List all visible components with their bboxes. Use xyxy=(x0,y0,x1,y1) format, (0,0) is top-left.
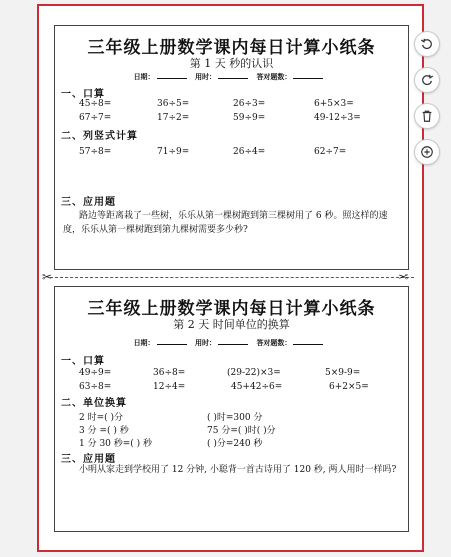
worksheet-title: 三年级上册数学课内每日计算小纸条 xyxy=(87,38,376,58)
correct-blank xyxy=(293,72,323,79)
conversion-problem: 2 时=( )分 xyxy=(79,413,124,423)
vertical-problem: 57÷8= xyxy=(79,147,112,157)
conversion-problem: ( )时=300 分 xyxy=(207,413,263,423)
section-oral: 一、口算 xyxy=(61,356,105,367)
worksheet-day-1 xyxy=(54,25,409,270)
oral-problem: 36÷8= xyxy=(153,368,186,378)
section-conversion: 二、单位换算 xyxy=(61,398,127,409)
delete-button[interactable] xyxy=(414,103,440,129)
oral-problem: 63÷8= xyxy=(79,382,112,392)
trash-icon xyxy=(420,109,434,123)
section-vertical: 二、列竖式计算 xyxy=(61,131,138,142)
oral-problem: 59÷9= xyxy=(233,113,266,123)
rotate-right-icon xyxy=(420,73,434,87)
oral-problem: 26÷3= xyxy=(233,99,266,109)
oral-problem: 49-12÷3= xyxy=(314,113,361,123)
vertical-problem: 71÷9= xyxy=(157,147,190,157)
oral-problem: 5×9-9= xyxy=(325,368,361,378)
date-blank xyxy=(157,338,187,345)
oral-problem: 45+42÷6= xyxy=(231,382,283,392)
vertical-problem: 62÷7= xyxy=(314,147,347,157)
word-problem-text: 路边等距离栽了一些树，乐乐从第一棵树跑到第三棵树用了 6 秒。照这样的速度，乐乐从第一棵树跑到第九棵树需要多少秒? xyxy=(63,211,388,235)
rotate-left-button[interactable] xyxy=(414,31,440,57)
oral-problem: (29-22)×3= xyxy=(227,368,281,378)
conversion-problem: ( )分=240 秒 xyxy=(207,439,263,449)
oral-problem: 17÷2= xyxy=(157,113,190,123)
section-word-problem: 三、应用题 xyxy=(61,197,116,208)
zoom-in-button[interactable] xyxy=(414,139,440,165)
time-blank xyxy=(218,338,248,345)
oral-problem: 6+2×5= xyxy=(329,382,369,392)
cut-line xyxy=(50,277,414,278)
oral-problem: 6+5×3= xyxy=(314,99,354,109)
date-blank xyxy=(157,72,187,79)
zoom-in-icon xyxy=(420,145,434,159)
conversion-problem: 3 分 =( ) 秒 xyxy=(79,426,129,436)
oral-problem: 12÷4= xyxy=(153,382,186,392)
section-oral: 一、口算 xyxy=(61,89,105,100)
time-blank xyxy=(218,72,248,79)
section-word-problem: 三、应用题 xyxy=(61,454,116,465)
scissors-icon: ✂ xyxy=(398,270,409,284)
conversion-problem: 1 分 30 秒=( ) 秒 xyxy=(79,439,153,449)
time-label: 用时： xyxy=(195,72,216,81)
oral-problem: 67÷7= xyxy=(79,113,112,123)
time-label: 用时： xyxy=(195,338,216,347)
oral-problem: 45÷8= xyxy=(79,99,112,109)
correct-label: 答对题数： xyxy=(256,72,292,81)
worksheet-day-2 xyxy=(54,286,409,532)
conversion-problem: 75 分=( )时( )分 xyxy=(207,426,276,436)
worksheet-subtitle: 第 2 天 时间单位的换算 xyxy=(173,318,290,331)
worksheet-title: 三年级上册数学课内每日计算小纸条 xyxy=(87,299,376,319)
oral-problem: 36÷5= xyxy=(157,99,190,109)
worksheet-meta xyxy=(55,338,408,348)
oral-problem: 49÷9= xyxy=(79,368,112,378)
date-label: 日期： xyxy=(133,72,155,81)
worksheet-meta xyxy=(55,72,408,82)
rotate-right-button[interactable] xyxy=(414,67,440,93)
word-problem-text: 小明从家走到学校用了 12 分钟, 小聪背一首古诗用了 120 秒, 两人用时一样吗? xyxy=(79,465,397,475)
date-label: 日期： xyxy=(133,338,155,347)
correct-label: 答对题数： xyxy=(256,338,292,347)
correct-blank xyxy=(293,338,323,345)
worksheet-subtitle: 第 1 天 秒的认识 xyxy=(189,57,274,70)
vertical-problem: 26÷4= xyxy=(233,147,266,157)
rotate-left-icon xyxy=(420,37,434,51)
scissors-icon: ✂ xyxy=(42,270,53,284)
